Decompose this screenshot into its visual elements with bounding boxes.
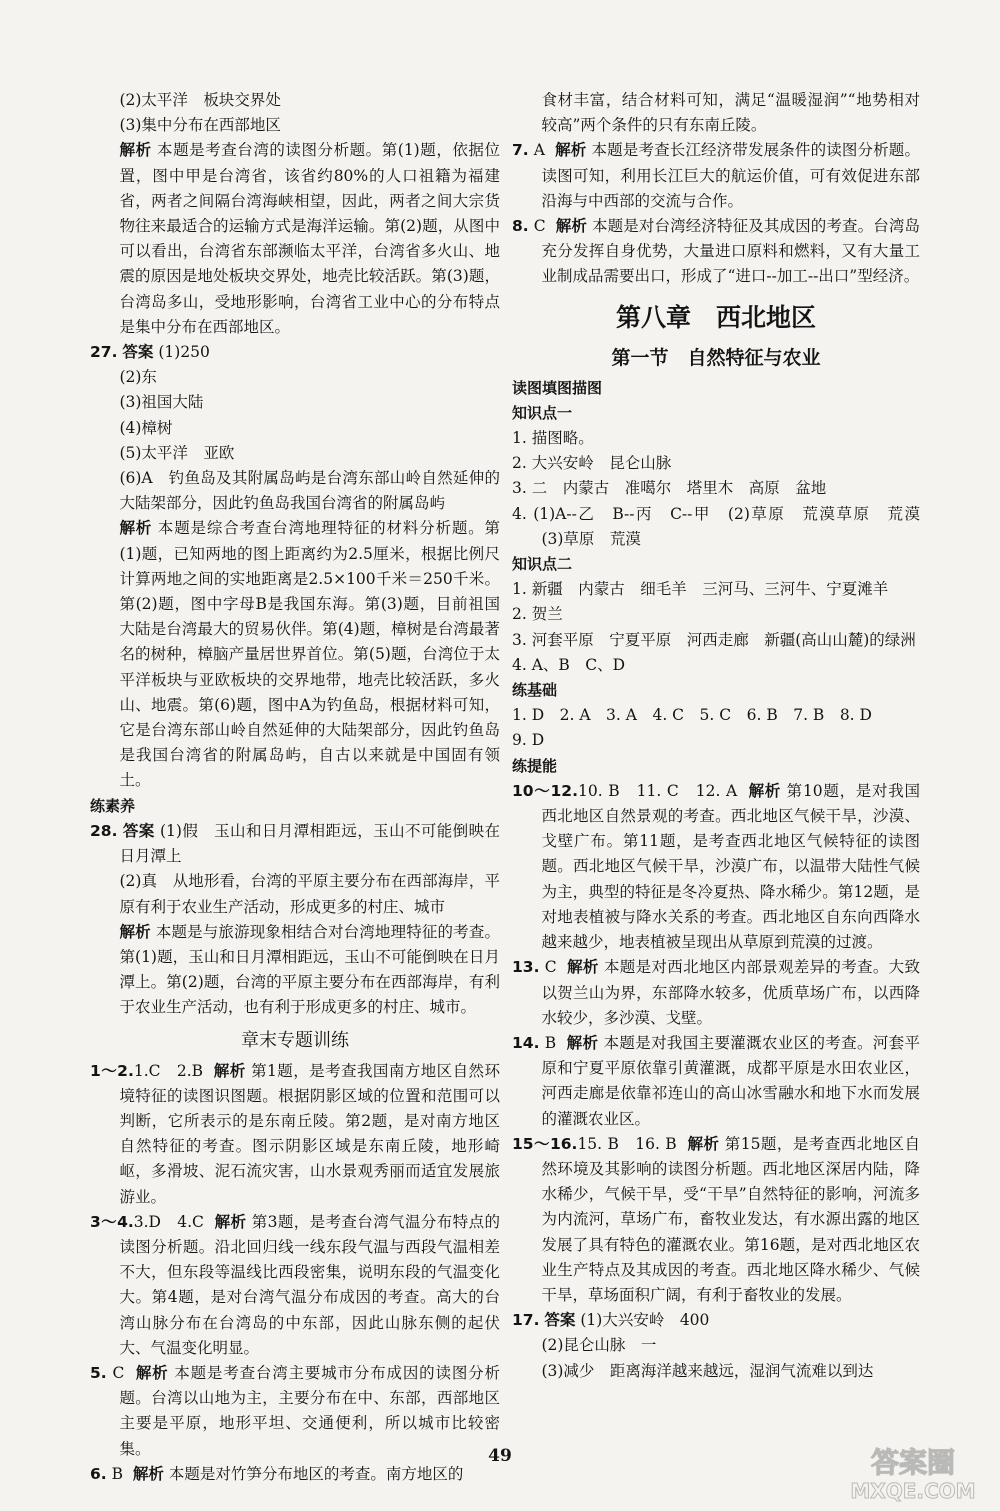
analysis-label: 解析 (555, 217, 587, 236)
watermark-logo (838, 1440, 988, 1506)
analysis-text: 本题是与旅游现象相结合对台湾地理特征的考查。第(1)题，玉山和日月潭相距远，玉山不可能倒映在日月潭上。第(2)题，台湾的平原主要分布在西部海岸，有利于农业生产活动，也有利于形成更多的村庄、城市。 (119, 922, 500, 1017)
analysis-text: 本题是考查台湾的读图分析题。第(1)题，依据位置，图中甲是台湾省，该省约80%的人口祖籍为福建省，两者之间隔台湾海峡相望，因此，两者之间大宗货物往来最适合的运输方式是海洋运输。第(2)题，从图中可以看出，台湾省东部濒临太平洋，台湾省多火山、地震的原因是地处板块交界处，地壳比较活跃。第(3)题，台湾岛多山，受地形影响，台湾省工业中心的分布特点是集中分布在西部地区。 (119, 141, 500, 336)
analysis-label: 解析 (214, 1212, 247, 1231)
question-3-4 (90, 1210, 500, 1361)
analysis-label: 解析 (132, 1464, 164, 1483)
analysis-label: 解析 (119, 922, 151, 941)
answer-text: C (544, 958, 557, 977)
answer-line: 9. D (512, 731, 545, 750)
answer-text: 10. B 11. C 12. A (577, 781, 738, 800)
answer-item: (5)太平洋 亚欧 (119, 443, 235, 462)
question-number: 27. (90, 343, 118, 362)
analysis-label: 解析 (687, 1134, 720, 1153)
section-heading: 练基础 (512, 681, 558, 700)
question-number: 1～2. (90, 1061, 134, 1080)
answer-line: 2. 大兴安岭 昆仑山脉 (512, 454, 672, 473)
analysis-label: 解析 (748, 781, 782, 800)
answer-line: 1. D 2. A 3. A 4. C 5. C 6. B 7. B 8. D (512, 706, 872, 725)
question-10-12 (512, 779, 920, 955)
chapter-review-title: 章末专题训练 (241, 1029, 349, 1051)
answer-label: 答案 (544, 1311, 576, 1330)
analysis-text: 本题是对西北地区内部景观差异的考查。大致以贺兰山为界，东部降水较多，优质草场广布，以西降水较少，多沙漠、戈壁。 (541, 958, 920, 1027)
question-1-2 (90, 1059, 500, 1210)
answer-line: 4. (1)A--乙 B--丙 C--甲 (2)草原 荒漠草原 荒漠 (3)草原 荒漠 (512, 504, 936, 548)
answer-text: C (533, 217, 546, 236)
section-heading: 练素养 (90, 796, 136, 815)
answer-text: (1)假 玉山和日月潭相距远，玉山不可能倒映在日月潭上 (119, 821, 500, 866)
answer-text: B (111, 1464, 124, 1483)
paragraph: (3)集中分布在西部地区 (119, 116, 281, 135)
answer-item: (2)东 (119, 368, 157, 387)
answer-line: 1. 描图略。 (512, 429, 594, 448)
analysis-text: 第3题，是考查台湾气温分布特点的读图分析题。沿北回归线一线东段气温与西段气温相差不大，但东段等温线比西段密集，说明东段的气温变化大。第4题，是对台湾气温分布成因的考查。高大的台湾山脉分布在台湾岛的中东部，因此山脉东侧的起伏大、气温变化明显。 (119, 1212, 500, 1357)
analysis-text: 第15题，是考查西北地区自然环境及其影响的读图分析题。西北地区深居内陆，降水稀少，气候干旱，受“干旱”自然特征的影响，河流多为内流河，草场广布，畜牧业发达，有水源出露的地区发展了具有特色的灌溉农业。第16题，是对西北地区农业生产特点及其成因的考查。西北地区降水稀少、气候干旱，草场面积广阔，有利于畜牧业的发展。 (541, 1134, 920, 1304)
question-number: 8. (512, 217, 529, 236)
answer-text: C (112, 1363, 125, 1382)
analysis-text: 本题是对台湾经济特征及其成因的考查。台湾岛充分发挥自身优势，大量进口原料和燃料，又有大量工业制成品需要出口，形成了“进口--加工--出口”型经济。 (541, 217, 920, 286)
analysis-paragraph (90, 138, 500, 340)
section-heading: 知识点二 (512, 555, 573, 574)
analysis-label: 解析 (135, 1363, 169, 1382)
analysis-label: 解析 (566, 1033, 599, 1052)
question-15-16 (512, 1132, 920, 1308)
left-column (90, 88, 500, 1487)
analysis-label: 解析 (555, 141, 587, 160)
analysis-text: 第1题，是考查我国南方地区自然环境特征的读图识图题。根据阴影区域的位置和范围可以判断，它所表示的是东南丘陵。第2题，是对南方地区自然特征的考查。图示阴影区域是东南丘陵，地形崎岖，多滑坡、泥石流灾害，山水景观秀丽而适宜发展旅游业。 (119, 1061, 500, 1206)
watermark-text-top: 答案圈 (870, 1446, 956, 1479)
analysis-label: 解析 (213, 1061, 246, 1080)
question-number: 10～12. (512, 781, 578, 800)
analysis-text: 本题是综合考查台湾地理特征的材料分析题。第(1)题，已知两地的图上距离约为2.5厘米，根据比例尺计算两地之间的实地距离是2.5×100千米＝250千米。第(2)题，图中字母B是我国东海。第(3)题，目前祖国大陆是台湾最大的贸易伙伴。第(4)题，樟树是台湾最著名的树种，樟脑产量居世界首位。第(5)题，台湾位于太平洋板块与亚欧板块的交界地带，地壳比较活跃，多火山、地震。第(6)题，图中A为钓鱼岛，根据材料可知，它是台湾东部山岭自然延伸的大陆架部分，因此钓鱼岛是我国台湾省的附属岛屿，自古以来就是中国固有领土。 (119, 519, 500, 790)
question-17-answer (512, 1308, 920, 1333)
analysis-text: 本题是考查长江经济带发展条件的读图分析题。读图可知，利用长江巨大的航运价值，可有效促进东部沿海与中西部的交流与合作。 (541, 141, 920, 210)
question-28-answer (90, 819, 500, 869)
question-27-answer (90, 340, 500, 365)
answer-item: (6)A 钓鱼岛及其附属岛屿是台湾东部山岭自然延伸的大陆架部分，因此钓鱼岛我国台湾省的附属岛屿 (119, 469, 500, 513)
answer-text: A (533, 141, 545, 160)
answer-line: 4. A、B C、D (512, 655, 626, 674)
question-7 (512, 138, 920, 214)
question-number: 7. (512, 141, 529, 160)
question-14 (512, 1031, 920, 1132)
answer-item: (4)樟树 (119, 418, 173, 437)
section-title: 第一节 自然特征与农业 (611, 346, 821, 369)
right-column (512, 88, 936, 1384)
answer-line: 1. 新疆 内蒙古 细毛羊 三河马、三河牛、宁夏滩羊 (512, 580, 889, 599)
answer-text: 3.D 4.C (133, 1212, 204, 1231)
section-heading: 读图填图描图 (512, 378, 603, 397)
chapter-title: 第八章 西北地区 (615, 302, 816, 332)
question-8 (512, 214, 920, 290)
answer-text: (1)250 (158, 343, 210, 362)
analysis-text: 本题是考查台湾主要城市分布成因的读图分析题。台湾以山地为主，主要分布在中、东部，西部地区主要是平原，地形平坦、交通便利，所以城市比较密集。 (119, 1363, 500, 1458)
analysis-label: 解析 (119, 519, 153, 538)
question-number: 28. (90, 821, 118, 840)
question-number: 13. (512, 958, 540, 977)
analysis-paragraph (90, 920, 500, 1021)
analysis-text: 第10题，是对我国西北地区自然景观的考查。西北地区气候干旱，沙漠、戈壁广布。第11题，是考查西北地区气候特征的读图题。西北地区气候干旱，沙漠广布，以温带大陆性气候为主，典型的特征是冬冷夏热、降水稀少。第12题，是对地表植被与降水关系的考查。西北地区自东向西降水越来越少，地表植被呈现出从草原到荒漠的过渡。 (541, 781, 920, 952)
section-heading: 练提能 (512, 756, 558, 775)
paragraph: (2)太平洋 板块交界处 (119, 91, 281, 109)
watermark-text-bottom: MXQE.COM (850, 1479, 976, 1503)
answer-item: (2)真 从地形看，台湾的平原主要分布在西部海岸，平原有利于农业生产活动，形成更多的村庄、城市 (119, 872, 500, 916)
paragraph: 食材丰富，结合材料可知，满足“温暖湿润”“地势相对较高”两个条件的只有东南丘陵。 (541, 91, 920, 135)
analysis-text: 本题是对竹笋分布地区的考查。南方地区的 (168, 1464, 464, 1483)
answer-item: (3)减少 距离海洋越来越远，湿润气流难以到达 (541, 1361, 874, 1380)
analysis-text: 本题是对我国主要灌溉农业区的考查。河套平原和宁夏平原依靠引黄灌溉，成都平原是水田农业区，河西走廊是依靠祁连山的高山冰雪融水和地下水而发展的灌溉农业区。 (541, 1033, 920, 1128)
answer-item: (2)昆仑山脉 一 (541, 1336, 657, 1355)
analysis-label: 解析 (567, 958, 599, 977)
answer-text: 1.C 2.B (133, 1061, 204, 1080)
answer-text: B (544, 1033, 557, 1052)
analysis-label: 解析 (119, 141, 152, 160)
question-13 (512, 955, 920, 1031)
question-number: 17. (512, 1311, 540, 1330)
answer-label: 答案 (122, 343, 154, 362)
page-number: 49 (488, 1446, 512, 1466)
answer-line: 2. 贺兰 (512, 605, 563, 624)
question-number: 6. (90, 1464, 107, 1483)
answer-item: (3)祖国大陆 (119, 393, 204, 412)
answer-line: 3. 二 内蒙古 准噶尔 塔里木 高原 盆地 (512, 479, 827, 498)
answer-text: 15. B 16. B (577, 1134, 677, 1153)
question-number: 14. (512, 1033, 540, 1052)
question-number: 5. (90, 1363, 107, 1382)
analysis-paragraph (90, 516, 500, 793)
answer-text: (1)大兴安岭 400 (580, 1311, 710, 1330)
answer-line: 3. 河套平原 宁夏平原 河西走廊 新疆(高山山麓)的绿洲 (512, 630, 916, 649)
question-number: 15～16. (512, 1134, 578, 1153)
question-number: 3～4. (90, 1212, 134, 1231)
answer-label: 答案 (122, 821, 155, 840)
section-heading: 知识点一 (512, 403, 573, 422)
